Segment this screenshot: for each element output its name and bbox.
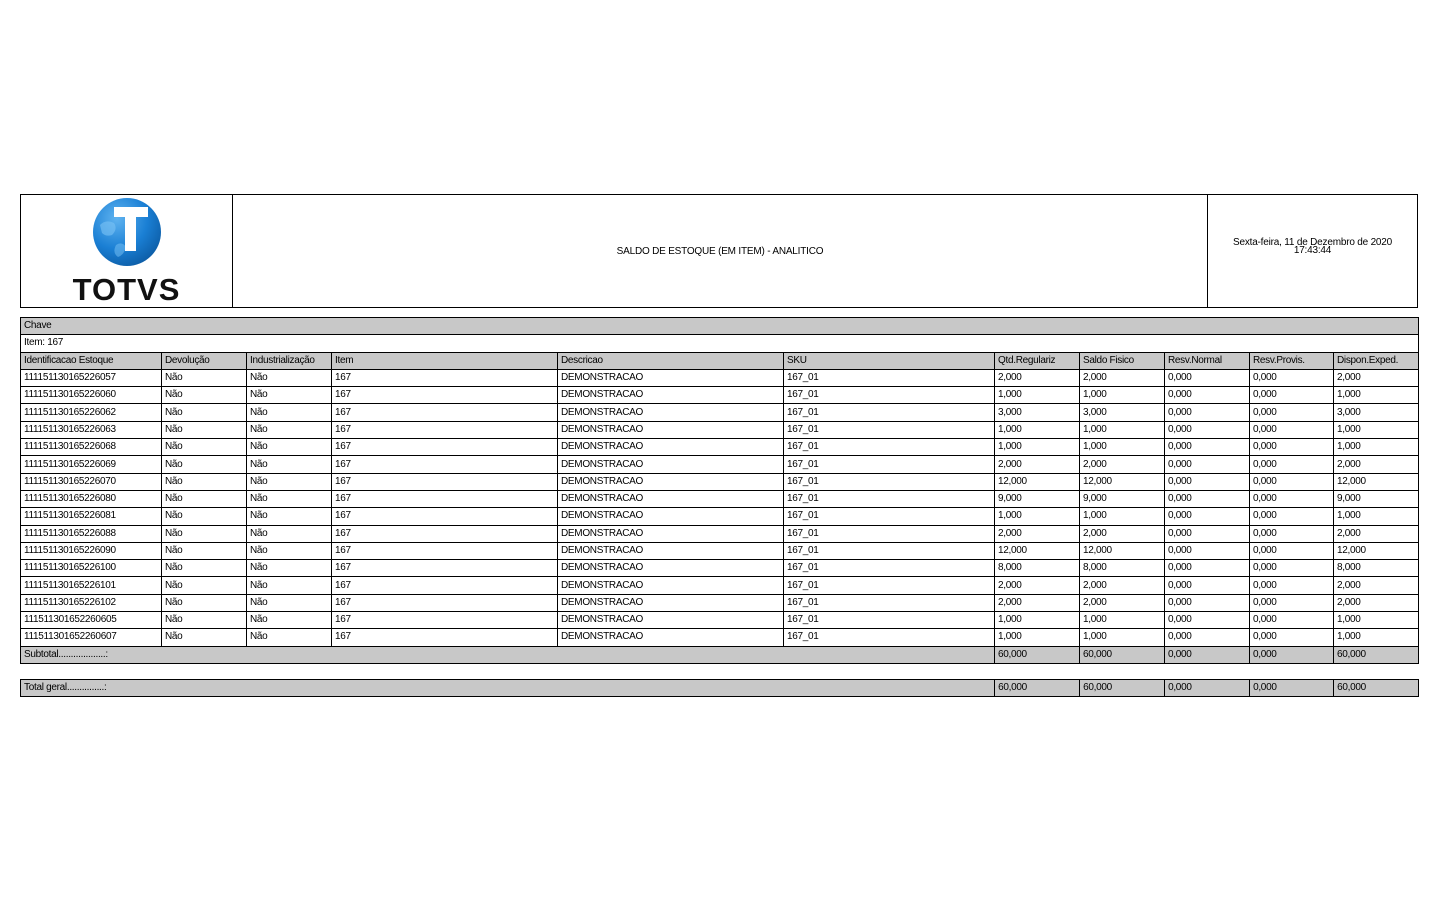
table-cell: 8,000 bbox=[1080, 560, 1165, 577]
table-cell: DEMONSTRACAO bbox=[558, 508, 784, 525]
table-cell: 167 bbox=[332, 421, 558, 438]
table-cell: 2,000 bbox=[1334, 577, 1419, 594]
table-row bbox=[21, 456, 1419, 473]
table-cell: 2,000 bbox=[995, 594, 1080, 611]
table-cell: 167_01 bbox=[784, 525, 995, 542]
table-cell: 3,000 bbox=[1334, 404, 1419, 421]
totvs-globe-icon bbox=[92, 197, 162, 267]
table-cell: 0,000 bbox=[1250, 421, 1334, 438]
table-cell: 111511301652260607 bbox=[21, 629, 162, 646]
table-cell: Não bbox=[247, 456, 332, 473]
table-cell: 9,000 bbox=[1334, 490, 1419, 507]
total-row bbox=[21, 680, 1419, 697]
table-cell: 1,000 bbox=[1334, 387, 1419, 404]
table-cell: 1,000 bbox=[1080, 439, 1165, 456]
table-cell: DEMONSTRACAO bbox=[558, 387, 784, 404]
table-cell: Não bbox=[247, 473, 332, 490]
table-cell: 167_01 bbox=[784, 369, 995, 386]
table-cell: Não bbox=[247, 439, 332, 456]
table-cell: Não bbox=[247, 421, 332, 438]
table-cell: 0,000 bbox=[1165, 473, 1250, 490]
table-row bbox=[21, 629, 1419, 646]
table-cell: 3,000 bbox=[1080, 404, 1165, 421]
group-label: Chave bbox=[21, 318, 1419, 335]
table-cell: 1,000 bbox=[995, 612, 1080, 629]
table-cell: Não bbox=[247, 612, 332, 629]
table-cell: Não bbox=[247, 560, 332, 577]
table-cell: Não bbox=[162, 439, 247, 456]
table-row bbox=[21, 560, 1419, 577]
table-cell: Não bbox=[162, 508, 247, 525]
table-cell: 0,000 bbox=[1165, 560, 1250, 577]
table-row bbox=[21, 612, 1419, 629]
table-cell: DEMONSTRACAO bbox=[558, 612, 784, 629]
table-cell: 167 bbox=[332, 404, 558, 421]
table-cell: Não bbox=[162, 387, 247, 404]
table-cell: DEMONSTRACAO bbox=[558, 456, 784, 473]
table-cell: 111151130165226081 bbox=[21, 508, 162, 525]
table-row bbox=[21, 542, 1419, 559]
column-header: Resv.Normal bbox=[1165, 352, 1250, 369]
table-cell: 2,000 bbox=[1080, 369, 1165, 386]
total-table bbox=[20, 679, 1419, 697]
table-cell: 111151130165226069 bbox=[21, 456, 162, 473]
item-row bbox=[21, 335, 1419, 352]
column-header-row bbox=[21, 352, 1419, 369]
table-cell: 0,000 bbox=[1250, 629, 1334, 646]
table-cell: 167_01 bbox=[784, 577, 995, 594]
table-cell: 1,000 bbox=[1334, 629, 1419, 646]
table-cell: 3,000 bbox=[995, 404, 1080, 421]
item-label: Item: 167 bbox=[21, 335, 1419, 352]
table-cell: Não bbox=[162, 421, 247, 438]
table-row bbox=[21, 404, 1419, 421]
table-cell: 167 bbox=[332, 594, 558, 611]
column-header: Descricao bbox=[558, 352, 784, 369]
table-cell: Não bbox=[162, 577, 247, 594]
table-cell: DEMONSTRACAO bbox=[558, 369, 784, 386]
table-cell: 167_01 bbox=[784, 542, 995, 559]
subtotal-value: 0,000 bbox=[1165, 646, 1250, 663]
table-cell: 167_01 bbox=[784, 456, 995, 473]
table-cell: 2,000 bbox=[1080, 577, 1165, 594]
subtotal-value: 60,000 bbox=[1080, 646, 1165, 663]
table-cell: 2,000 bbox=[995, 577, 1080, 594]
column-header: SKU bbox=[784, 352, 995, 369]
table-cell: 111151130165226063 bbox=[21, 421, 162, 438]
table-cell: 1,000 bbox=[1080, 629, 1165, 646]
table-cell: 111151130165226090 bbox=[21, 542, 162, 559]
table-cell: 0,000 bbox=[1250, 473, 1334, 490]
table-cell: 0,000 bbox=[1250, 560, 1334, 577]
table-cell: 167 bbox=[332, 490, 558, 507]
table-cell: 167_01 bbox=[784, 421, 995, 438]
table-row bbox=[21, 594, 1419, 611]
table-row bbox=[21, 525, 1419, 542]
total-value: 0,000 bbox=[1165, 680, 1250, 697]
table-cell: Não bbox=[162, 542, 247, 559]
table-cell: 167_01 bbox=[784, 490, 995, 507]
column-header: Resv.Provis. bbox=[1250, 352, 1334, 369]
table-cell: 1,000 bbox=[995, 508, 1080, 525]
table-cell: 12,000 bbox=[1334, 542, 1419, 559]
table-cell: Não bbox=[247, 629, 332, 646]
total-value: 0,000 bbox=[1250, 680, 1334, 697]
table-cell: 111151130165226062 bbox=[21, 404, 162, 421]
column-header: Qtd.Regulariz bbox=[995, 352, 1080, 369]
table-cell: DEMONSTRACAO bbox=[558, 629, 784, 646]
table-cell: 111511301652260605 bbox=[21, 612, 162, 629]
table-cell: 2,000 bbox=[1080, 594, 1165, 611]
table-row bbox=[21, 577, 1419, 594]
total-value: 60,000 bbox=[995, 680, 1080, 697]
table-cell: 167 bbox=[332, 560, 558, 577]
report-header bbox=[20, 194, 1418, 308]
table-cell: 0,000 bbox=[1250, 542, 1334, 559]
table-cell: 167 bbox=[332, 473, 558, 490]
table-cell: 0,000 bbox=[1250, 456, 1334, 473]
table-cell: Não bbox=[162, 490, 247, 507]
table-cell: 111151130165226102 bbox=[21, 594, 162, 611]
table-cell: Não bbox=[247, 508, 332, 525]
table-cell: 2,000 bbox=[1334, 369, 1419, 386]
table-cell: 0,000 bbox=[1250, 387, 1334, 404]
column-header: Item bbox=[332, 352, 558, 369]
table-cell: Não bbox=[247, 542, 332, 559]
table-cell: 1,000 bbox=[995, 439, 1080, 456]
table-cell: 167_01 bbox=[784, 612, 995, 629]
table-cell: Não bbox=[162, 456, 247, 473]
table-cell: 111151130165226057 bbox=[21, 369, 162, 386]
table-row bbox=[21, 387, 1419, 404]
table-cell: 0,000 bbox=[1165, 629, 1250, 646]
table-cell: 0,000 bbox=[1165, 490, 1250, 507]
table-cell: 2,000 bbox=[1080, 456, 1165, 473]
table-cell: 0,000 bbox=[1165, 594, 1250, 611]
subtotal-row bbox=[21, 646, 1419, 663]
table-cell: 0,000 bbox=[1250, 594, 1334, 611]
table-row bbox=[21, 490, 1419, 507]
table-cell: 167_01 bbox=[784, 473, 995, 490]
table-cell: Não bbox=[162, 612, 247, 629]
table-cell: 111151130165226088 bbox=[21, 525, 162, 542]
table-cell: 9,000 bbox=[995, 490, 1080, 507]
table-cell: 0,000 bbox=[1165, 421, 1250, 438]
table-cell: 167 bbox=[332, 542, 558, 559]
table-cell: DEMONSTRACAO bbox=[558, 421, 784, 438]
table-cell: 167_01 bbox=[784, 404, 995, 421]
table-cell: 12,000 bbox=[1334, 473, 1419, 490]
total-value: 60,000 bbox=[1080, 680, 1165, 697]
table-cell: 0,000 bbox=[1250, 612, 1334, 629]
column-header: Devolução bbox=[162, 352, 247, 369]
report-date: Sexta-feira, 11 de Dezembro de 2020 bbox=[1232, 237, 1393, 248]
stock-table bbox=[20, 317, 1419, 664]
table-cell: Não bbox=[247, 525, 332, 542]
table-cell: 0,000 bbox=[1165, 612, 1250, 629]
column-header: Identificacao Estoque bbox=[21, 352, 162, 369]
total-label: Total geral...............: bbox=[21, 680, 995, 697]
table-cell: 0,000 bbox=[1165, 577, 1250, 594]
table-cell: 0,000 bbox=[1165, 525, 1250, 542]
table-cell: DEMONSTRACAO bbox=[558, 542, 784, 559]
table-cell: 2,000 bbox=[995, 525, 1080, 542]
table-cell: 0,000 bbox=[1250, 404, 1334, 421]
table-cell: 8,000 bbox=[1334, 560, 1419, 577]
table-cell: 0,000 bbox=[1250, 508, 1334, 525]
table-cell: Não bbox=[247, 404, 332, 421]
report-datetime bbox=[1208, 195, 1417, 307]
table-cell: DEMONSTRACAO bbox=[558, 560, 784, 577]
table-cell: 0,000 bbox=[1165, 369, 1250, 386]
table-cell: 8,000 bbox=[995, 560, 1080, 577]
column-header: Saldo Fisico bbox=[1080, 352, 1165, 369]
table-cell: 167 bbox=[332, 577, 558, 594]
column-header: Dispon.Exped. bbox=[1334, 352, 1419, 369]
table-cell: 0,000 bbox=[1250, 490, 1334, 507]
table-cell: Não bbox=[162, 594, 247, 611]
table-cell: 1,000 bbox=[995, 421, 1080, 438]
table-cell: 12,000 bbox=[1080, 473, 1165, 490]
report-time: 17:43:44 bbox=[1293, 245, 1332, 256]
table-cell: 167 bbox=[332, 508, 558, 525]
table-cell: 1,000 bbox=[1334, 508, 1419, 525]
table-cell: 167 bbox=[332, 525, 558, 542]
table-cell: 2,000 bbox=[1334, 456, 1419, 473]
table-row bbox=[21, 439, 1419, 456]
table-cell: DEMONSTRACAO bbox=[558, 473, 784, 490]
table-cell: DEMONSTRACAO bbox=[558, 490, 784, 507]
table-cell: 167_01 bbox=[784, 629, 995, 646]
table-cell: Não bbox=[247, 369, 332, 386]
table-cell: Não bbox=[247, 594, 332, 611]
table-row bbox=[21, 421, 1419, 438]
table-cell: 0,000 bbox=[1250, 369, 1334, 386]
table-cell: Não bbox=[247, 490, 332, 507]
table-cell: 167_01 bbox=[784, 439, 995, 456]
report-title: SALDO DE ESTOQUE (EM ITEM) - ANALITICO bbox=[233, 195, 1208, 307]
table-cell: 1,000 bbox=[1080, 508, 1165, 525]
table-cell: 1,000 bbox=[1334, 421, 1419, 438]
subtotal-value: 0,000 bbox=[1250, 646, 1334, 663]
table-cell: 0,000 bbox=[1250, 439, 1334, 456]
table-cell: 167 bbox=[332, 439, 558, 456]
table-cell: DEMONSTRACAO bbox=[558, 594, 784, 611]
total-value: 60,000 bbox=[1334, 680, 1419, 697]
table-cell: 1,000 bbox=[1334, 439, 1419, 456]
table-cell: 0,000 bbox=[1165, 404, 1250, 421]
table-cell: 111151130165226070 bbox=[21, 473, 162, 490]
table-cell: Não bbox=[162, 525, 247, 542]
table-cell: 0,000 bbox=[1165, 542, 1250, 559]
table-cell: 167_01 bbox=[784, 560, 995, 577]
table-cell: 1,000 bbox=[995, 629, 1080, 646]
table-cell: 167_01 bbox=[784, 594, 995, 611]
table-row bbox=[21, 369, 1419, 386]
table-cell: DEMONSTRACAO bbox=[558, 577, 784, 594]
table-cell: 111151130165226080 bbox=[21, 490, 162, 507]
table-cell: 0,000 bbox=[1165, 456, 1250, 473]
table-cell: 167 bbox=[332, 456, 558, 473]
subtotal-value: 60,000 bbox=[995, 646, 1080, 663]
table-cell: Não bbox=[162, 629, 247, 646]
table-cell: 111151130165226060 bbox=[21, 387, 162, 404]
table-row bbox=[21, 508, 1419, 525]
logo-cell bbox=[21, 195, 233, 307]
table-cell: Não bbox=[162, 473, 247, 490]
table-cell: 12,000 bbox=[995, 473, 1080, 490]
table-cell: 2,000 bbox=[995, 456, 1080, 473]
table-cell: 167_01 bbox=[784, 387, 995, 404]
table-cell: Não bbox=[162, 560, 247, 577]
table-cell: 167 bbox=[332, 387, 558, 404]
group-row bbox=[21, 318, 1419, 335]
table-cell: 167 bbox=[332, 612, 558, 629]
table-cell: 111151130165226101 bbox=[21, 577, 162, 594]
table-row bbox=[21, 473, 1419, 490]
table-cell: 1,000 bbox=[1334, 612, 1419, 629]
table-cell: Não bbox=[247, 387, 332, 404]
table-cell: DEMONSTRACAO bbox=[558, 404, 784, 421]
table-cell: Não bbox=[162, 404, 247, 421]
table-cell: 2,000 bbox=[1080, 525, 1165, 542]
table-cell: DEMONSTRACAO bbox=[558, 525, 784, 542]
table-cell: 9,000 bbox=[1080, 490, 1165, 507]
logo-text: TOTVS bbox=[72, 272, 181, 307]
table-cell: 167_01 bbox=[784, 508, 995, 525]
table-cell: 2,000 bbox=[1334, 525, 1419, 542]
table-cell: 12,000 bbox=[1080, 542, 1165, 559]
table-cell: 0,000 bbox=[1165, 508, 1250, 525]
subtotal-label: Subtotal...................: bbox=[21, 646, 995, 663]
table-cell: 12,000 bbox=[995, 542, 1080, 559]
table-cell: 111151130165226100 bbox=[21, 560, 162, 577]
table-cell: 0,000 bbox=[1250, 577, 1334, 594]
table-cell: 1,000 bbox=[1080, 387, 1165, 404]
subtotal-value: 60,000 bbox=[1334, 646, 1419, 663]
table-cell: 111151130165226068 bbox=[21, 439, 162, 456]
table-cell: Não bbox=[247, 577, 332, 594]
column-header: Industrialização bbox=[247, 352, 332, 369]
table-cell: Não bbox=[162, 369, 247, 386]
table-cell: 1,000 bbox=[1080, 421, 1165, 438]
table-cell: DEMONSTRACAO bbox=[558, 439, 784, 456]
table-cell: 2,000 bbox=[995, 369, 1080, 386]
table-cell: 0,000 bbox=[1165, 387, 1250, 404]
table-cell: 2,000 bbox=[1334, 594, 1419, 611]
table-cell: 1,000 bbox=[995, 387, 1080, 404]
table-cell: 0,000 bbox=[1250, 525, 1334, 542]
table-cell: 1,000 bbox=[1080, 612, 1165, 629]
table-cell: 0,000 bbox=[1165, 439, 1250, 456]
table-cell: 167 bbox=[332, 369, 558, 386]
table-cell: 167 bbox=[332, 629, 558, 646]
